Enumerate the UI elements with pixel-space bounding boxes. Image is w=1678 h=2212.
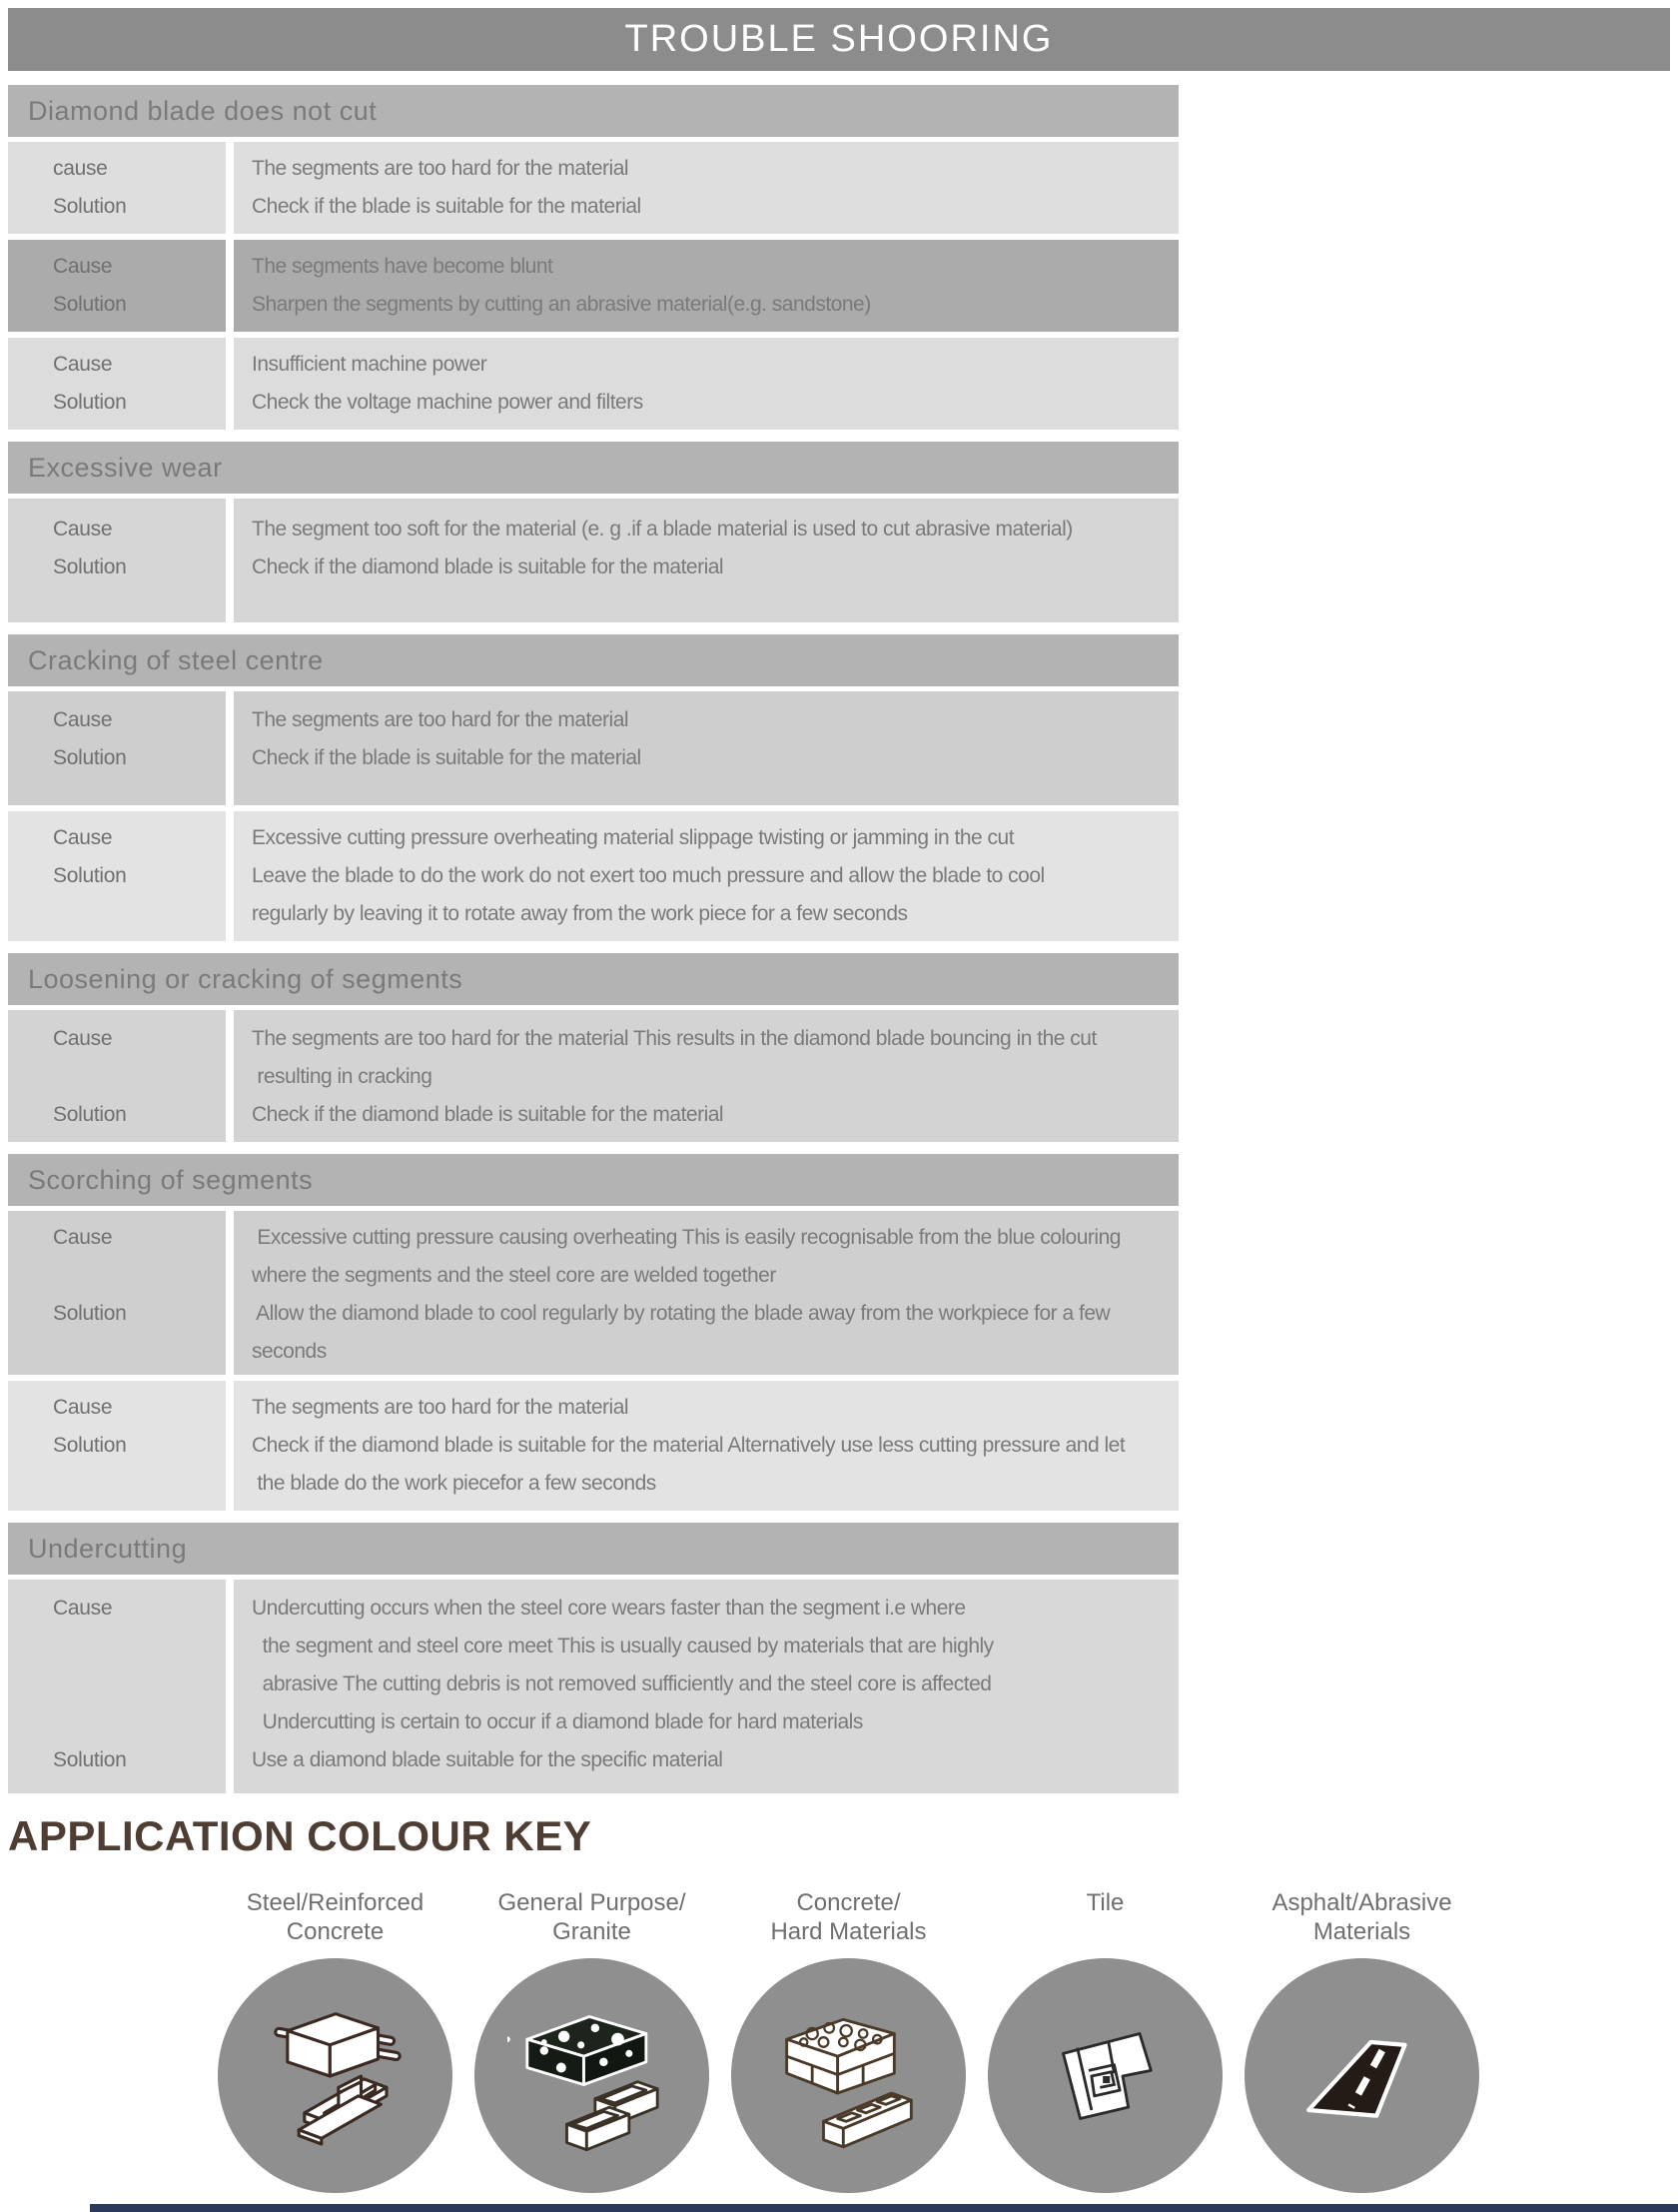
key-item-label: Steel/Reinforced Concrete (246, 1889, 424, 1945)
bottom-page-edge-bar (90, 2204, 1678, 2212)
section-title: Undercutting (8, 1523, 1179, 1575)
cause-text: The segments are too hard for the material (252, 157, 629, 180)
cause-text: The segments have become blunt (252, 255, 553, 278)
solution-text: Check the voltage machine power and filters (252, 391, 643, 414)
solution-text: seconds (252, 1340, 327, 1363)
cause-label: cause (53, 157, 108, 180)
cause-text: Insufficient machine power (252, 353, 487, 376)
cause-text: Undercutting occurs when the steel core wears faster than the segment i.e where (252, 1597, 966, 1620)
table-row (8, 1010, 1179, 1142)
solution-text: Leave the blade to do the work do not exert too much pressure and allow the blade to cool (252, 864, 1045, 887)
key-item-concrete-hard-materials (731, 1888, 966, 2193)
section-excessive-wear (8, 442, 1179, 622)
solution-text: the blade do the work piecefor a few seconds (252, 1472, 656, 1495)
cause-label: Cause (53, 255, 113, 278)
cause-label: Cause (53, 353, 113, 376)
steel-reinforced-concrete-icon (218, 1958, 452, 2193)
solution-label: Solution (53, 1302, 127, 1325)
cause-label: Cause (53, 826, 113, 849)
solution-text: regularly by leaving it to rotate away from the work piece for a few seconds (252, 902, 908, 925)
table-row (8, 142, 1179, 234)
solution-text: Check if the blade is suitable for the material (252, 746, 641, 769)
cause-text: abrasive The cutting debris is not removed sufficiently and the steel core is affected (252, 1672, 992, 1695)
solution-label: Solution (53, 746, 127, 769)
cause-text: the segment and steel core meet This is usually caused by materials that are highly (252, 1635, 994, 1658)
cause-label: Cause (53, 518, 113, 541)
table-row (8, 1580, 1179, 1793)
section-title: Diamond blade does not cut (8, 85, 1179, 137)
solution-label: Solution (53, 195, 127, 218)
cause-label: Cause (53, 1226, 113, 1249)
key-item-label: Tile (1086, 1889, 1125, 1916)
solution-text: Check if the diamond blade is suitable for the material Alternatively use less cutting pressure and let (252, 1434, 1126, 1457)
solution-text: Use a diamond blade suitable for the specific material (252, 1748, 723, 1771)
key-item-asphalt-abrasive-materials (1245, 1888, 1479, 2193)
section-diamond-blade-does-not-cut (8, 85, 1179, 430)
section-loosening-or-cracking-of-segments (8, 953, 1179, 1142)
section-cracking-of-steel-centre (8, 634, 1179, 941)
asphalt-road-icon (1245, 1958, 1479, 2193)
section-title: Cracking of steel centre (8, 634, 1179, 686)
section-title: Excessive wear (8, 442, 1179, 494)
cause-text: resulting in cracking (252, 1065, 432, 1088)
cause-text: The segment too soft for the material (e. g .if a blade material is used to cut abrasive material) (252, 518, 1073, 541)
cause-label: Cause (53, 1396, 113, 1419)
solution-text: Allow the diamond blade to cool regularly by rotating the blade away from the workpiece for a few (252, 1302, 1111, 1325)
colour-key-title: APPLICATION COLOUR KEY (8, 1812, 592, 1859)
page-title: TROUBLE SHOORING (624, 18, 1054, 60)
cause-label: Cause (53, 1027, 113, 1050)
section-title: Loosening or cracking of segments (8, 953, 1179, 1005)
solution-label: Solution (53, 555, 127, 578)
key-item-steel-reinforced-concrete (218, 1888, 452, 2193)
cause-text: Excessive cutting pressure causing overheating This is easily recognisable from the blue colouring (252, 1226, 1121, 1249)
solution-label: Solution (53, 864, 127, 887)
tile-icon (988, 1958, 1223, 2193)
cause-text: Excessive cutting pressure overheating material slippage twisting or jamming in the cut (252, 826, 1015, 849)
cause-text: Undercutting is certain to occur if a diamond blade for hard materials (252, 1710, 863, 1733)
key-item-label: Asphalt/Abrasive Materials (1271, 1889, 1452, 1945)
cause-text: The segments are too hard for the material (252, 708, 629, 731)
table-row (8, 1211, 1179, 1375)
key-item-general-purpose-granite (474, 1888, 709, 2193)
cause-text: The segments are too hard for the material (252, 1396, 629, 1419)
concrete-hard-materials-icon (731, 1958, 966, 2193)
section-scorching-of-segments (8, 1154, 1179, 1511)
key-item-label: General Purpose/ Granite (497, 1889, 686, 1945)
solution-label: Solution (53, 1748, 127, 1771)
table-row (8, 240, 1179, 332)
key-item-label: Concrete/ Hard Materials (770, 1889, 927, 1945)
table-row (8, 811, 1179, 941)
cause-text: The segments are too hard for the material This results in the diamond blade bouncing in the cut (252, 1027, 1097, 1050)
solution-label: Solution (53, 1434, 127, 1457)
key-item-tile (988, 1888, 1223, 2193)
solution-label: Solution (53, 1103, 127, 1126)
table-row (8, 338, 1179, 430)
table-row (8, 1381, 1179, 1511)
section-title: Scorching of segments (8, 1154, 1179, 1206)
solution-label: Solution (53, 391, 127, 414)
solution-text: Sharpen the segments by cutting an abrasive material(e.g. sandstone) (252, 293, 871, 316)
solution-text: Check if the diamond blade is suitable for the material (252, 555, 724, 578)
solution-text: Check if the diamond blade is suitable for the material (252, 1103, 724, 1126)
table-row (8, 499, 1179, 622)
table-row (8, 691, 1179, 805)
cause-text: where the segments and the steel core are welded together (252, 1264, 776, 1287)
granite-block-icon (474, 1958, 709, 2193)
page-title-bar (8, 8, 1670, 71)
cause-label: Cause (53, 1597, 113, 1620)
cause-label: Cause (53, 708, 113, 731)
solution-text: Check if the blade is suitable for the material (252, 195, 641, 218)
solution-label: Solution (53, 293, 127, 316)
section-undercutting (8, 1523, 1179, 1793)
